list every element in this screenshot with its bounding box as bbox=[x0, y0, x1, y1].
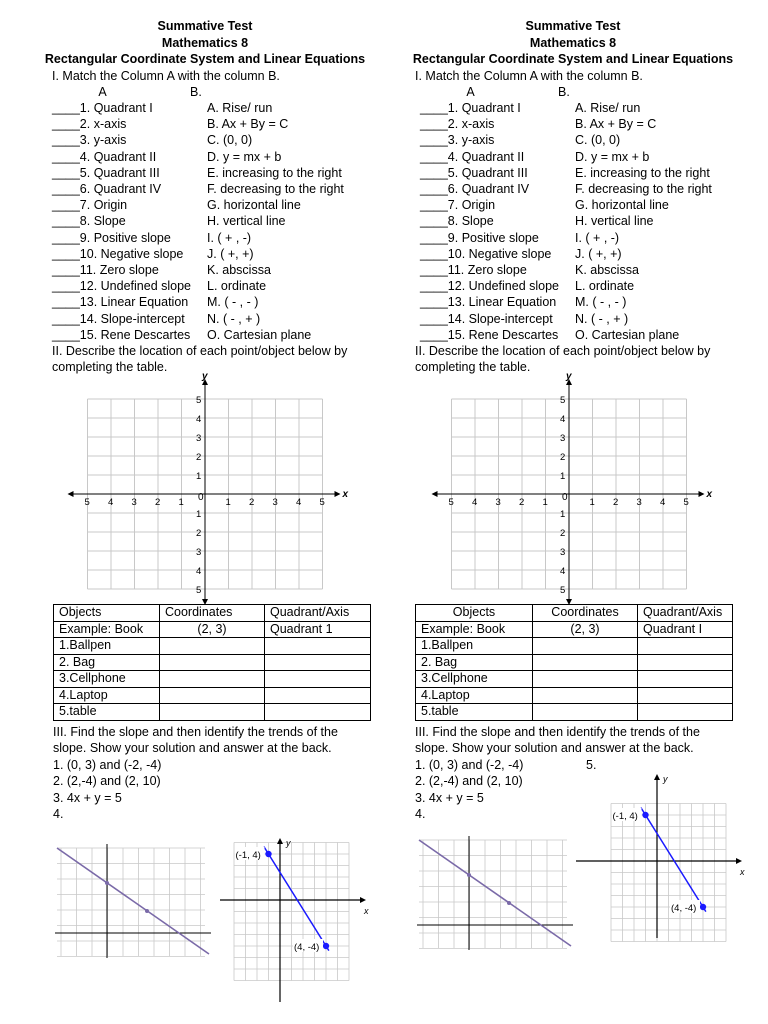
match-row bbox=[30, 116, 380, 132]
table-cell: Example: Book bbox=[416, 621, 533, 638]
column-a-item: ____5. Quadrant III bbox=[420, 165, 528, 180]
subject-title: Mathematics 8 bbox=[161, 35, 249, 50]
x-tick-label: 3 bbox=[131, 497, 137, 508]
table-row bbox=[416, 654, 733, 671]
table-cell: Example: Book bbox=[54, 621, 160, 638]
x-tick-label: 3 bbox=[636, 497, 642, 508]
table-header-cell: Coordinates bbox=[160, 605, 265, 622]
x-tick-label: 5 bbox=[84, 497, 90, 508]
column-b-item: O. Cartesian plane bbox=[575, 327, 680, 342]
column-b-item: A. Rise/ run bbox=[207, 100, 273, 115]
answer-cell[interactable] bbox=[533, 654, 638, 671]
purple-line bbox=[419, 840, 571, 946]
column-a-item: ____3. y-axis bbox=[420, 133, 495, 148]
table-row bbox=[54, 638, 371, 655]
y-tick-label: 1 bbox=[196, 471, 202, 482]
part3-item: 2. (2,-4) and (2, 10) bbox=[53, 774, 161, 789]
column-b-label: B. bbox=[558, 84, 570, 99]
y-tick-label: 3 bbox=[560, 433, 566, 444]
match-row bbox=[30, 165, 380, 181]
answer-cell[interactable] bbox=[160, 704, 265, 721]
graph-item5-right bbox=[574, 772, 750, 942]
purple-line bbox=[57, 848, 209, 954]
y-axis-label: y bbox=[566, 371, 572, 382]
coordinate-plane-right bbox=[444, 371, 714, 598]
part2-instruction bbox=[398, 343, 748, 375]
column-b-label: B. bbox=[190, 84, 202, 99]
match-row bbox=[398, 230, 748, 246]
part3-item: 3. 4x + y = 5 bbox=[53, 790, 122, 805]
part3-item-text: 1. (0, 3) and (-2, -4) bbox=[415, 757, 524, 772]
column-b-item: J. ( +, +) bbox=[575, 246, 622, 261]
column-a-item: ____10. Negative slope bbox=[52, 246, 184, 261]
x-tick-label: 3 bbox=[272, 497, 278, 508]
x-axis-arrow-icon bbox=[736, 858, 742, 864]
y-tick-label: 3 bbox=[196, 547, 202, 558]
table-header-cell: Objects bbox=[416, 605, 533, 622]
table-cell: 4.Laptop bbox=[54, 687, 160, 704]
x-axis-label: x bbox=[706, 489, 713, 500]
match-row bbox=[398, 294, 748, 310]
point-marker bbox=[507, 901, 511, 905]
graph-item4-right bbox=[415, 830, 575, 952]
y-tick-label: 5 bbox=[560, 585, 566, 596]
table-cell: 1.Ballpen bbox=[54, 638, 160, 655]
test-title: Summative Test bbox=[157, 19, 253, 33]
match-row bbox=[398, 278, 748, 294]
x-axis-arrow-icon bbox=[335, 491, 341, 497]
answer-cell[interactable] bbox=[160, 638, 265, 655]
column-a-item: ____12. Undefined slope bbox=[52, 279, 192, 294]
column-a-item: ____4. Quadrant II bbox=[52, 149, 157, 164]
y-tick-label: 5 bbox=[560, 395, 566, 406]
column-a-item: ____14. Slope-intercept bbox=[52, 311, 185, 326]
location-table-right bbox=[415, 604, 733, 721]
x-axis-arrow-icon bbox=[699, 491, 705, 497]
match-row bbox=[30, 278, 380, 294]
column-a-item: ____1. Quadrant I bbox=[52, 100, 153, 115]
blue-line bbox=[641, 808, 706, 912]
table-row bbox=[416, 621, 733, 638]
y-axis-label: y bbox=[202, 371, 208, 382]
point-a-label: (-1, 4) bbox=[235, 850, 261, 861]
column-a-item: ____7. Origin bbox=[420, 198, 496, 213]
point-a-marker bbox=[642, 812, 648, 818]
match-row bbox=[30, 327, 380, 343]
origin-label: 0 bbox=[562, 492, 568, 503]
y-tick-label: 3 bbox=[196, 433, 202, 444]
answer-cell[interactable] bbox=[533, 638, 638, 655]
test-column-left bbox=[30, 0, 380, 375]
column-a-item: ____5. Quadrant III bbox=[52, 165, 160, 180]
match-row bbox=[30, 213, 380, 229]
table-cell: 4.Laptop bbox=[416, 687, 533, 704]
x-tick-label: 1 bbox=[589, 497, 595, 508]
column-b-item: M. ( - , - ) bbox=[575, 295, 627, 310]
x-axis-label: x bbox=[740, 867, 745, 877]
part3-item bbox=[415, 757, 745, 773]
part3-item: 4. bbox=[415, 807, 426, 822]
table-cell: 1.Ballpen bbox=[416, 638, 533, 655]
point-marker bbox=[105, 881, 109, 885]
match-row bbox=[398, 181, 748, 197]
x-tick-label: 4 bbox=[108, 497, 114, 508]
part3-item: 4. bbox=[53, 807, 64, 822]
x-tick-label: 2 bbox=[155, 497, 161, 508]
match-row bbox=[30, 311, 380, 327]
coordinate-plane-left bbox=[80, 371, 350, 598]
column-a-item: ____10. Negative slope bbox=[420, 246, 552, 261]
x-axis-label: x bbox=[342, 489, 349, 500]
column-a-label: A bbox=[466, 84, 475, 99]
column-b-item: F. decreasing to the right bbox=[575, 181, 712, 196]
x-axis-arrow-icon bbox=[432, 491, 438, 497]
table-cell: Quadrant I bbox=[638, 621, 733, 638]
match-row bbox=[398, 262, 748, 278]
y-tick-label: 2 bbox=[196, 452, 202, 463]
point-b-marker bbox=[323, 943, 329, 949]
answer-cell[interactable] bbox=[160, 687, 265, 704]
table-header-row bbox=[416, 605, 733, 622]
match-row bbox=[398, 132, 748, 148]
column-a-item: ____4. Quadrant II bbox=[420, 149, 525, 164]
graph-item5-left bbox=[218, 836, 374, 1006]
column-a-item: ____13. Linear Equation bbox=[420, 295, 557, 310]
table-cell: (2, 3) bbox=[533, 621, 638, 638]
y-tick-label: 4 bbox=[196, 414, 202, 425]
x-axis-arrow-icon bbox=[360, 897, 366, 903]
y-axis-arrow-icon bbox=[277, 838, 283, 844]
table-header-cell: Quadrant/Axis bbox=[265, 605, 371, 622]
column-b-item: K. abscissa bbox=[575, 262, 639, 277]
x-axis-label: x bbox=[364, 906, 369, 916]
y-axis-label: y bbox=[286, 838, 291, 848]
column-a-item: ____8. Slope bbox=[420, 214, 494, 229]
part2-instruction-line: II. Describe the location of each point/object below by bbox=[415, 343, 711, 358]
y-tick-label: 4 bbox=[560, 414, 566, 425]
column-b-item: L. ordinate bbox=[207, 279, 267, 294]
table-row bbox=[416, 638, 733, 655]
column-b-item: H. vertical line bbox=[207, 214, 286, 229]
part2-instruction-line: completing the table. bbox=[415, 360, 531, 375]
part3-instruction-line: III. Find the slope and then identify the trends of the bbox=[415, 725, 700, 739]
match-row bbox=[30, 246, 380, 262]
y-tick-label: 2 bbox=[560, 452, 566, 463]
column-b-item: E. increasing to the right bbox=[207, 165, 342, 180]
match-row bbox=[30, 262, 380, 278]
answer-cell[interactable] bbox=[160, 654, 265, 671]
x-tick-label: 1 bbox=[542, 497, 548, 508]
table-cell: Quadrant 1 bbox=[265, 621, 371, 638]
y-axis-arrow-icon bbox=[654, 774, 660, 780]
part2-instruction-line: completing the table. bbox=[52, 360, 168, 375]
column-b-item: A. Rise/ run bbox=[575, 100, 641, 115]
part3-item-5-label: 5. bbox=[586, 757, 597, 772]
y-tick-label: 1 bbox=[196, 509, 202, 520]
point-a-marker bbox=[265, 851, 271, 857]
column-a-item: ____15. Rene Descartes bbox=[52, 327, 191, 342]
column-a-item: ____14. Slope-intercept bbox=[420, 311, 553, 326]
column-b-item: C. (0, 0) bbox=[207, 133, 253, 148]
x-tick-label: 5 bbox=[448, 497, 454, 508]
match-row bbox=[30, 230, 380, 246]
column-b-item: E. increasing to the right bbox=[575, 165, 710, 180]
column-b-item: D. y = mx + b bbox=[207, 149, 282, 164]
table-cell: (2, 3) bbox=[160, 621, 265, 638]
table-cell: 5.table bbox=[54, 704, 160, 721]
topic-title: Rectangular Coordinate System and Linear Equations bbox=[412, 52, 734, 66]
y-tick-label: 1 bbox=[560, 509, 566, 520]
column-b-item: I. ( + , -) bbox=[575, 230, 620, 245]
answer-cell[interactable] bbox=[533, 704, 638, 721]
y-axis-label: y bbox=[663, 774, 668, 784]
column-b-item: H. vertical line bbox=[575, 214, 654, 229]
column-a-item: ____2. x-axis bbox=[420, 117, 495, 132]
column-a-item: ____8. Slope bbox=[52, 214, 126, 229]
answer-cell[interactable] bbox=[638, 638, 733, 655]
part3-item: 2. (2,-4) and (2, 10) bbox=[415, 774, 523, 789]
answer-cell[interactable] bbox=[533, 671, 638, 688]
column-b-item: O. Cartesian plane bbox=[207, 327, 312, 342]
part3-left bbox=[53, 724, 373, 822]
column-b-item: J. ( +, +) bbox=[207, 246, 254, 261]
column-a-item: ____11. Zero slope bbox=[52, 262, 159, 277]
table-row bbox=[416, 671, 733, 688]
column-a-item: ____9. Positive slope bbox=[52, 230, 171, 245]
answer-cell[interactable] bbox=[160, 671, 265, 688]
test-column-right bbox=[398, 0, 748, 375]
column-b-item: N. ( - , + ) bbox=[207, 311, 261, 326]
column-b-item: K. abscissa bbox=[207, 262, 271, 277]
match-row bbox=[398, 213, 748, 229]
y-tick-label: 5 bbox=[196, 585, 202, 596]
x-tick-label: 4 bbox=[472, 497, 478, 508]
column-a-label: A bbox=[98, 84, 107, 99]
column-a-item: ____6. Quadrant IV bbox=[420, 181, 530, 196]
table-header-row bbox=[54, 605, 371, 622]
y-tick-label: 4 bbox=[560, 566, 566, 577]
answer-cell[interactable] bbox=[638, 654, 733, 671]
column-a-item: ____3. y-axis bbox=[52, 133, 127, 148]
answer-cell[interactable] bbox=[638, 687, 733, 704]
match-row bbox=[30, 100, 380, 116]
column-a-item: ____1. Quadrant I bbox=[420, 100, 521, 115]
table-row bbox=[54, 671, 371, 688]
x-tick-label: 5 bbox=[683, 497, 689, 508]
table-row bbox=[54, 621, 371, 638]
match-row bbox=[398, 197, 748, 213]
match-row bbox=[30, 149, 380, 165]
table-row bbox=[54, 687, 371, 704]
table-cell: 5.table bbox=[416, 704, 533, 721]
answer-cell[interactable] bbox=[265, 638, 371, 655]
column-b-item: I. ( + , -) bbox=[207, 230, 252, 245]
point-marker bbox=[467, 873, 471, 877]
table-row bbox=[54, 704, 371, 721]
match-row bbox=[398, 116, 748, 132]
match-row bbox=[398, 311, 748, 327]
column-b-item: N. ( - , + ) bbox=[575, 311, 629, 326]
y-tick-label: 1 bbox=[560, 471, 566, 482]
column-a-item: ____9. Positive slope bbox=[420, 230, 539, 245]
y-tick-label: 2 bbox=[560, 528, 566, 539]
column-b-item: G. horizontal line bbox=[207, 198, 301, 213]
answer-cell[interactable] bbox=[265, 654, 371, 671]
match-row bbox=[398, 149, 748, 165]
column-a-item: ____12. Undefined slope bbox=[420, 279, 560, 294]
x-tick-label: 2 bbox=[519, 497, 525, 508]
y-tick-label: 5 bbox=[196, 395, 202, 406]
part3-item: 1. (0, 3) and (-2, -4) bbox=[53, 757, 162, 772]
match-row bbox=[398, 100, 748, 116]
column-b-item: B. Ax + By = C bbox=[207, 117, 289, 132]
y-tick-label: 2 bbox=[196, 528, 202, 539]
y-tick-label: 4 bbox=[196, 566, 202, 577]
match-row bbox=[398, 165, 748, 181]
x-tick-label: 1 bbox=[225, 497, 231, 508]
x-tick-label: 4 bbox=[660, 497, 666, 508]
table-cell: 3.Cellphone bbox=[54, 671, 160, 688]
table-header-cell: Quadrant/Axis bbox=[638, 605, 733, 622]
point-b-label: (4, -4) bbox=[294, 942, 320, 953]
x-tick-label: 2 bbox=[613, 497, 619, 508]
column-labels bbox=[398, 84, 748, 100]
table-cell: 2. Bag bbox=[54, 654, 160, 671]
column-b-item: F. decreasing to the right bbox=[207, 181, 344, 196]
part1-instruction: I. Match the Column A with the column B. bbox=[415, 68, 643, 83]
column-b-item: L. ordinate bbox=[575, 279, 635, 294]
column-a-item: ____11. Zero slope bbox=[420, 262, 527, 277]
column-a-item: ____13. Linear Equation bbox=[52, 295, 189, 310]
topic-title: Rectangular Coordinate System and Linear Equations bbox=[44, 52, 366, 66]
table-row bbox=[416, 687, 733, 704]
match-row bbox=[30, 181, 380, 197]
test-title: Summative Test bbox=[525, 19, 621, 33]
match-row bbox=[30, 197, 380, 213]
location-table-left bbox=[53, 604, 371, 721]
x-tick-label: 1 bbox=[178, 497, 184, 508]
point-b-label: (4, -4) bbox=[671, 903, 697, 914]
graph-item4-left bbox=[53, 838, 213, 960]
x-axis-arrow-icon bbox=[68, 491, 74, 497]
blue-line bbox=[264, 847, 329, 951]
column-a-item: ____6. Quadrant IV bbox=[52, 181, 162, 196]
part3-item: 3. 4x + y = 5 bbox=[415, 790, 484, 805]
x-tick-label: 3 bbox=[495, 497, 501, 508]
answer-cell[interactable] bbox=[265, 671, 371, 688]
match-row bbox=[398, 246, 748, 262]
x-tick-label: 5 bbox=[319, 497, 325, 508]
y-tick-label: 3 bbox=[560, 547, 566, 558]
table-header-cell: Objects bbox=[54, 605, 160, 622]
column-labels bbox=[30, 84, 380, 100]
table-cell: 2. Bag bbox=[416, 654, 533, 671]
answer-cell[interactable] bbox=[265, 687, 371, 704]
column-b-item: C. (0, 0) bbox=[575, 133, 621, 148]
column-a-item: ____15. Rene Descartes bbox=[420, 327, 559, 342]
part2-instruction-line: II. Describe the location of each point/object below by bbox=[52, 343, 348, 358]
match-row bbox=[30, 294, 380, 310]
answer-cell[interactable] bbox=[638, 671, 733, 688]
part1-instruction: I. Match the Column A with the column B. bbox=[52, 68, 280, 83]
table-cell: 3.Cellphone bbox=[416, 671, 533, 688]
table-row bbox=[54, 654, 371, 671]
part3-instruction-line: slope. Show your solution and answer at the back. bbox=[53, 741, 332, 756]
column-b-item: D. y = mx + b bbox=[575, 149, 650, 164]
column-a-item: ____2. x-axis bbox=[52, 117, 127, 132]
table-row bbox=[416, 704, 733, 721]
table-header-cell: Coordinates bbox=[533, 605, 638, 622]
point-marker bbox=[145, 909, 149, 913]
match-row bbox=[398, 327, 748, 343]
column-b-item: G. horizontal line bbox=[575, 198, 669, 213]
x-tick-label: 2 bbox=[249, 497, 255, 508]
point-a-label: (-1, 4) bbox=[612, 811, 638, 822]
column-b-item: B. Ax + By = C bbox=[575, 117, 657, 132]
origin-label: 0 bbox=[198, 492, 204, 503]
x-tick-label: 4 bbox=[296, 497, 302, 508]
answer-cell[interactable] bbox=[265, 704, 371, 721]
answer-cell[interactable] bbox=[638, 704, 733, 721]
point-b-marker bbox=[700, 904, 706, 910]
answer-cell[interactable] bbox=[533, 687, 638, 704]
part3-instruction-line: slope. Show your solution and answer at the back. bbox=[415, 741, 694, 756]
subject-title: Mathematics 8 bbox=[529, 35, 617, 50]
column-a-item: ____7. Origin bbox=[52, 198, 128, 213]
match-row bbox=[30, 132, 380, 148]
part3-instruction-line: III. Find the slope and then identify the trends of the bbox=[53, 725, 338, 739]
column-b-item: M. ( - , - ) bbox=[207, 295, 259, 310]
